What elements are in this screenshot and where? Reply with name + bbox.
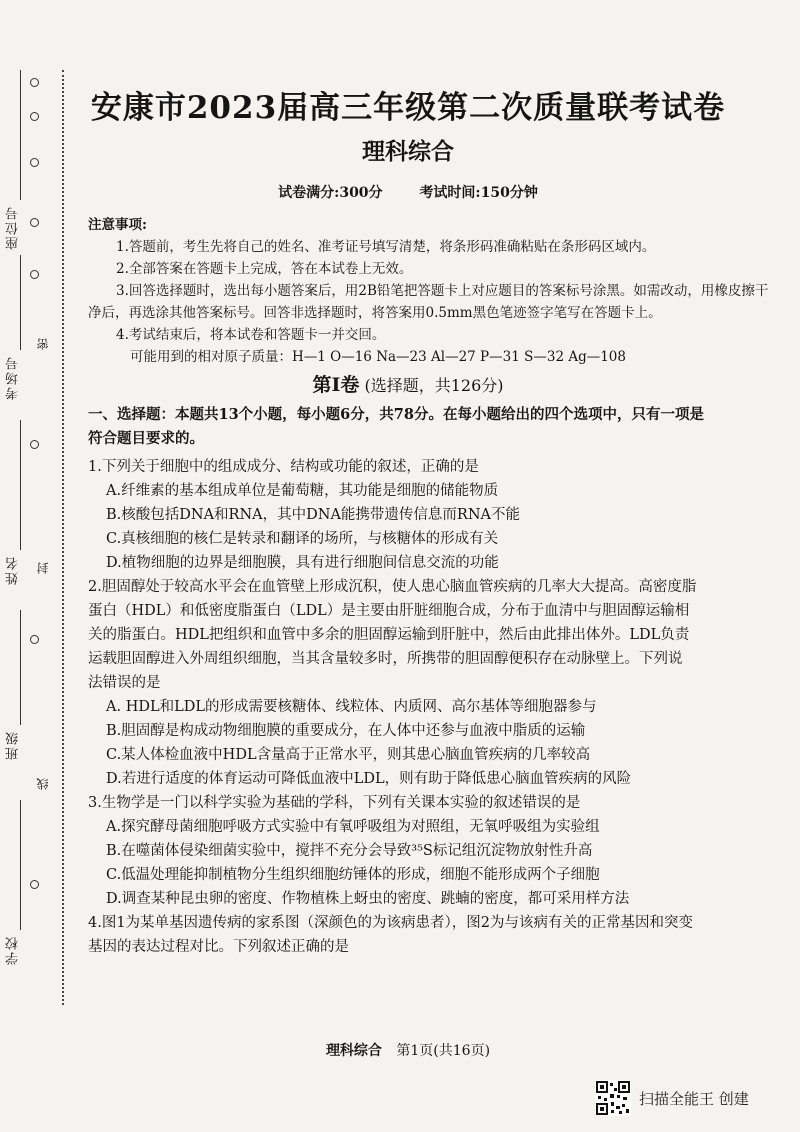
option-a: A.纤维素的基本组成单位是葡萄糖，其功能是细胞的储能物质 [106,483,499,499]
section-title: 第Ⅰ卷 [312,374,360,396]
section-subtitle: (选择题，共126分) [364,376,504,395]
school-label: 学校 [6,935,21,965]
part-line: 一、选择题：本题共13个小题，每小题6分，共78分。在每小题给出的四个选项中，只有一项是 [88,406,704,423]
option-b: B.在噬菌体侵染细菌实验中，搅拌不充分会导致³⁵S标记组沉淀物放射性升高 [106,843,593,859]
name-line [20,420,21,550]
binding-hole-icon [30,218,39,227]
seal-char-mi: 密 [36,338,50,350]
binding-hole-icon [30,440,39,449]
footer-subject: 理科综合 [325,1043,382,1059]
notes [88,214,788,368]
option-d: D.调查某种昆虫卵的密度、作物植株上蚜虫的密度、跳蝻的密度，都可采用样方法 [106,891,630,907]
question-stem: 1.下列关于细胞中的组成成分、结构或功能的叙述，正确的是 [88,459,479,475]
name-label: 姓名 [6,555,21,585]
exam-room-line [20,255,21,350]
option-c: C.某人体检血液中HDL含量高于正常水平，则其患心脑血管疾病的几率较高 [106,747,591,763]
option-c: C.真核细胞的核仁是转录和翻译的场所，与核糖体的形成有关 [106,531,499,547]
question-stem: 法错误的是 [88,675,161,691]
question-stem: 蛋白（HDL）和低密度脂蛋白（LDL）是主要由肝脏细胞合成，分布于血清中与胆固醇运输相 [88,603,690,619]
note-item: 净后，再选涂其他答案标号。回答非选择题时，将答案用0.5mm黑色笔迹签字笔写在答题卡上。 [88,305,662,321]
seat-number-line [20,70,21,200]
part-instructions [88,403,788,451]
note-item: 2.全部答案在答题卡上完成，答在本试卷上无效。 [116,261,413,277]
school-line [20,800,21,930]
page-subtitle: 理科综合 [362,138,454,165]
cut-line [62,70,64,1005]
atomic-masses: 可能用到的相对原子质量：H—1 O—16 Na—23 Al—27 P—31 S—32 Ag—108 [130,349,626,365]
option-c: C.低温处理能抑制植物分生组织细胞纺锤体的形成，细胞不能形成两个子细胞 [106,867,600,883]
option-b: B.核酸包括DNA和RNA，其中DNA能携带遗传信息而RNA不能 [106,507,520,523]
binding-hole-icon [30,158,39,167]
question-stem: 4.图1为某单基因遗传病的家系图（深颜色的为该病患者），图2为与该病有关的正常基因和突变 [88,915,694,931]
option-d: D.植物细胞的边界是细胞膜，具有进行细胞间信息交流的功能 [106,555,499,571]
exam-room-label: 考场号 [6,355,21,400]
qr-code-icon [595,1080,631,1116]
section-heading [88,370,728,397]
binding-hole-icon [30,78,39,87]
page-title: 安康市2023届高三年级第二次质量联考试卷 [90,90,726,126]
part-line: 符合题目要求的。 [88,430,204,447]
seal-char-feng: 封 [36,562,50,574]
option-a: A. HDL和LDL的形成需要核糖体、线粒体、内质网、高尔基体等细胞器参与 [106,699,597,715]
question-4 [88,911,788,959]
binding-hole-icon [30,880,39,889]
notes-heading: 注意事项: [88,217,147,233]
question-stem: 3.生物学是一门以科学实验为基础的学科，下列有关课本实验的叙述错误的是 [88,795,581,811]
scanner-text: 扫描全能王 创建 [639,1090,749,1108]
question-2 [88,575,788,791]
page-footer [88,1040,728,1060]
note-item: 1.答题前，考生先将自己的姓名、准考证号填写清楚，将条形码准确粘贴在条形码区域内。 [116,239,656,255]
binding-hole-icon [30,112,39,121]
option-d: D.若进行适度的体育运动可降低血液中LDL，则有助于降低患心脑血管疾病的风险 [106,771,632,787]
exam-time: 考试时间:150分钟 [419,185,538,201]
note-item: 3.回答选择题时，选出每小题答案后，用2B铅笔把答题卡上对应题目的答案标号涂黑。如需改动，用橡皮擦干 [116,283,769,299]
binding-hole-icon [30,635,39,644]
class-line [20,610,21,725]
note-item: 4.考试结束后，将本试卷和答题卡一并交回。 [116,327,386,343]
class-label: 班级 [6,730,21,760]
full-score: 试卷满分:300分 [278,185,383,201]
footer-page: 第1页(共16页) [396,1043,491,1059]
question-stem: 2.胆固醇处于较高水平会在血管壁上形成沉积，使人患心脑血管疾病的几率大大提高。高密度脂 [88,579,697,595]
exam-meta [88,182,728,202]
question-stem: 运载胆固醇进入外周组织细胞，当其含量较多时，所携带的胆固醇便积存在动脉壁上。下列说 [88,651,683,667]
binding-hole-icon [30,270,39,279]
question-stem: 基因的表达过程对比。下列叙述正确的是 [88,939,349,955]
question-stem: 关的脂蛋白。HDL把组织和血管中多余的胆固醇运输到肝脏中，然后由此排出体外。LDL负责 [88,627,690,643]
option-a: A.探究酵母菌细胞呼吸方式实验中有氧呼吸组为对照组，无氧呼吸组为实验组 [106,819,600,835]
binding-strip [0,0,70,1010]
scanner-watermark [595,1080,795,1120]
question-3 [88,791,788,911]
question-1 [88,455,788,575]
option-b: B.胆固醇是构成动物细胞膜的重要成分，在人体中还参与血液中脂质的运输 [106,723,586,739]
seal-char-xian: 线 [36,778,50,790]
seat-number-label: 座位号 [6,205,21,250]
